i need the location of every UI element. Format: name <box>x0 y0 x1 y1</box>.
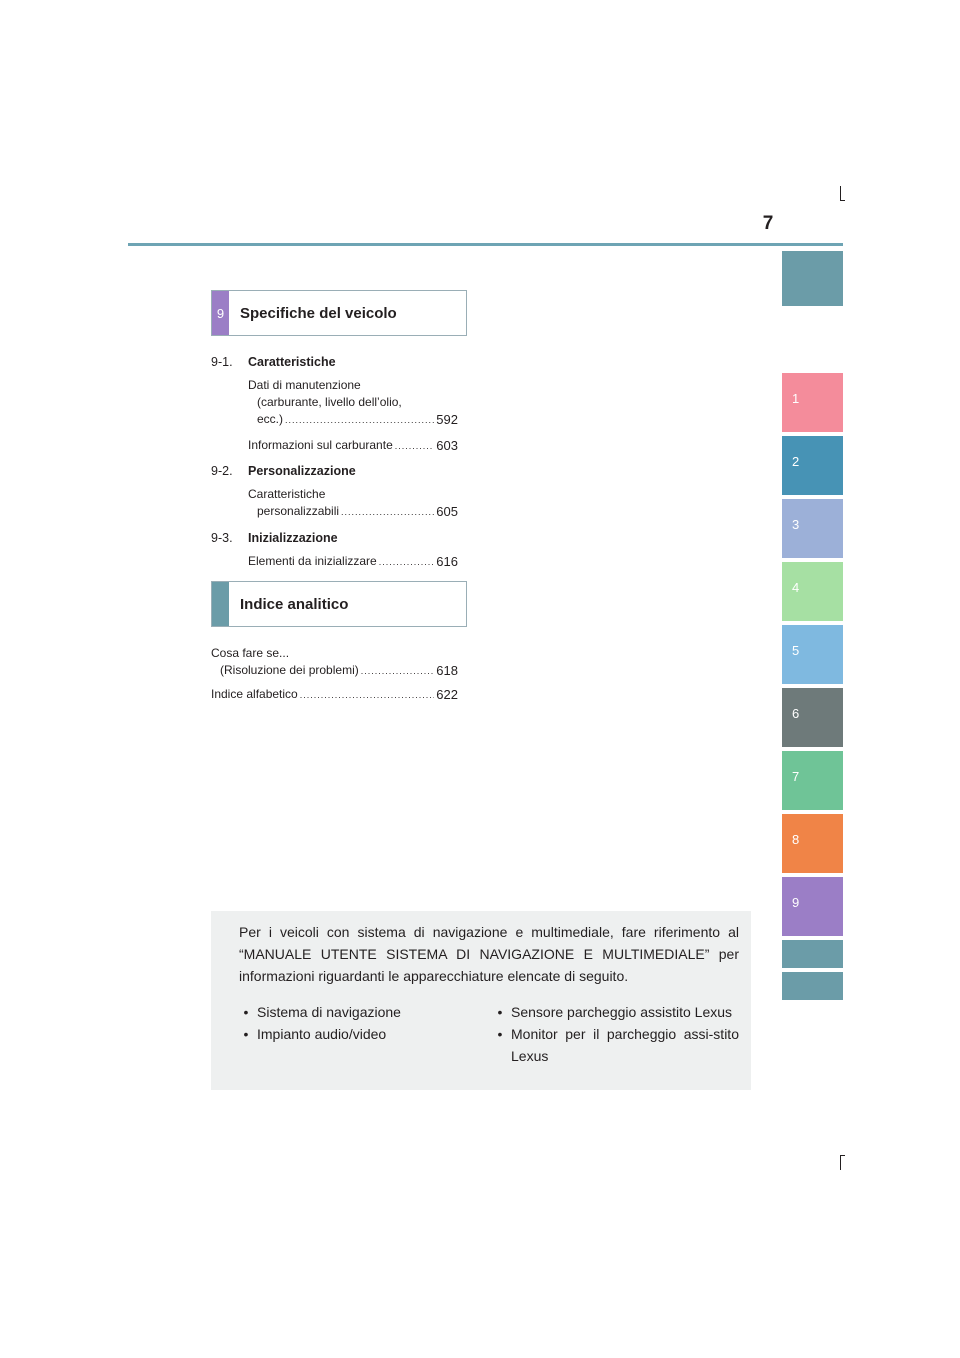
toc-entry-elementi-inizializzare[interactable] <box>248 553 458 571</box>
toc-page-number: 592 <box>436 412 458 427</box>
leader-dots <box>300 686 435 704</box>
toc-entry-line: Dati di manutenzione <box>248 378 361 392</box>
toc-entry-dati-manutenzione[interactable] <box>248 377 458 429</box>
leader-dots <box>379 553 435 571</box>
toc-entry-text: Indice alfabetico <box>211 687 298 701</box>
note-left-list <box>239 1001 485 1067</box>
header-rule <box>128 243 843 246</box>
toc-page-number: 622 <box>436 687 458 702</box>
toc-entry-text: Informazioni sul carburante <box>248 438 393 452</box>
page-number: 7 <box>762 213 774 234</box>
leader-dots <box>395 437 435 455</box>
chapter-tab-2[interactable] <box>782 436 843 495</box>
toc-entry-caratteristiche-personalizzabili[interactable] <box>248 486 458 521</box>
toc-entry-indice-alfabetico[interactable] <box>211 686 458 704</box>
toc-entry-line: Caratteristiche <box>248 487 326 501</box>
list-item-text: Impianto audio/video <box>257 1026 387 1042</box>
note-text: Per i veicoli con sistema di navigazione e multimediale, fare riferimento al “MANUALE UTENTE SISTEMA DI NAVIGAZIONE E MULTIMEDIALE” per informazioni riguardanti le apparecchiature elencate di seguito. <box>239 924 739 984</box>
toc-entry-line: Cosa fare se... <box>211 646 290 660</box>
chapter-tab-5[interactable] <box>782 625 843 684</box>
bullet: • <box>243 1026 249 1042</box>
list-item-text: Sensore parcheggio assistito Lexus <box>511 1004 733 1020</box>
list-item-text: Sistema di navigazione <box>257 1004 401 1020</box>
bullet: • <box>497 1004 503 1020</box>
chapter-tab-9-label: 9 <box>792 895 800 910</box>
list-item <box>493 1001 739 1023</box>
chapter-tab-5-label: 5 <box>792 643 800 658</box>
index-section-header <box>211 581 467 627</box>
toc-group-code: 9-1. <box>211 355 233 369</box>
toc-group-code: 9-3. <box>211 531 233 545</box>
chapter-tab-4[interactable] <box>782 562 843 621</box>
chapter-tab-4-label: 4 <box>792 580 800 595</box>
list-item <box>493 1023 739 1067</box>
chapter-tab-6-label: 6 <box>792 706 800 721</box>
toc-page-number: 618 <box>436 663 458 678</box>
toc-group-heading: Inizializzazione <box>248 531 338 545</box>
leader-dots <box>361 662 435 680</box>
list-item <box>239 1023 485 1045</box>
toc-group-9-1 <box>211 354 461 371</box>
chapter-tab-7[interactable] <box>782 751 843 810</box>
toc-group-9-3 <box>211 530 461 547</box>
section-9-number-tab <box>212 291 229 335</box>
toc-entry-text: (Risoluzione dei problemi) <box>220 663 359 677</box>
chapter-tab-2-label: 2 <box>792 454 800 469</box>
toc-entry-text: ecc.) <box>257 412 284 426</box>
toc-group-heading: Caratteristiche <box>248 355 336 369</box>
leader-dots <box>285 411 434 429</box>
chapter-tab-7-label: 7 <box>792 769 800 784</box>
crop-mark-top <box>840 186 845 201</box>
chapter-tab-3[interactable] <box>782 499 843 558</box>
toc-page-number: 605 <box>436 504 458 519</box>
crop-mark-bottom <box>840 1155 845 1170</box>
list-item-text: Monitor per il parcheggio assi-stito Lexus <box>511 1026 739 1064</box>
chapter-tab-6[interactable] <box>782 688 843 747</box>
section-9-title: Specifiche del veicolo <box>240 304 397 322</box>
section-9-header <box>211 290 467 336</box>
chapter-tab-1-label: 1 <box>792 391 800 406</box>
chapter-tab-1[interactable] <box>782 373 843 432</box>
toc-page-number: 616 <box>436 554 458 569</box>
bullet: • <box>497 1026 503 1042</box>
toc-group-9-2 <box>211 463 461 480</box>
note-right-list <box>485 1001 739 1067</box>
chapter-tab-blank-b[interactable] <box>782 972 843 1000</box>
list-item <box>239 1001 485 1023</box>
toc-entry-text: personalizzabili <box>257 504 340 518</box>
chapter-tab-blank-a[interactable] <box>782 940 843 968</box>
toc-group-heading: Personalizzazione <box>248 464 356 478</box>
leader-dots <box>341 503 434 521</box>
section-9-number: 9 <box>216 305 225 321</box>
index-section-tab <box>212 582 229 626</box>
toc-entry-cosa-fare-se[interactable] <box>211 645 458 680</box>
toc-entry-line: (carburante, livello dell’olio, <box>257 395 402 409</box>
toc-entry-text: Elementi da inizializzare <box>248 554 377 568</box>
chapter-tab-9[interactable] <box>782 877 843 936</box>
toc-page-number: 603 <box>436 438 458 453</box>
bullet: • <box>243 1004 249 1020</box>
chapter-tab-8[interactable] <box>782 814 843 873</box>
navigation-note-box <box>211 911 751 1090</box>
toc-entry-informazioni-carburante[interactable] <box>248 437 458 455</box>
toc-group-code: 9-2. <box>211 464 233 478</box>
index-section-title: Indice analitico <box>240 595 349 613</box>
chapter-tab-3-label: 3 <box>792 517 800 532</box>
chapter-tab-blank-top[interactable] <box>782 251 843 306</box>
chapter-tab-8-label: 8 <box>792 832 800 847</box>
